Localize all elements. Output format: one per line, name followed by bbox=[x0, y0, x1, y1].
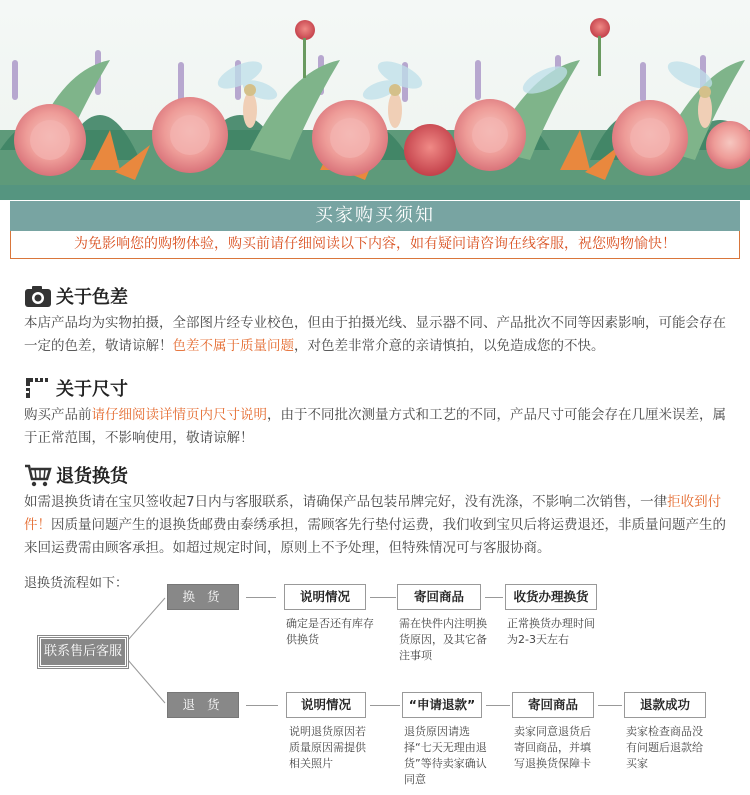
refund-connector-1 bbox=[246, 705, 278, 706]
refund-connector-4 bbox=[598, 705, 622, 706]
refund-step-4-desc: 卖家检查商品没有问题后退款给买家 bbox=[626, 725, 703, 770]
refund-step-3: 寄回商品 bbox=[512, 692, 594, 718]
color-text-a: 本店产品均为实物拍摄，全部图片经专业校色，但由于拍摄光线、显示器不同、产品批次不同等因素影响，可能会存在一定的色差，敬请谅解！ bbox=[24, 315, 726, 354]
refund-step-4: 退款成功 bbox=[624, 692, 706, 718]
contact-service-box: 联系售后客服 bbox=[38, 636, 128, 668]
refund-step-2: “申请退款” bbox=[402, 692, 482, 718]
refund-step-2-desc: 退货原因请选择“七天无理由退货”等待卖家确认同意 bbox=[404, 725, 487, 786]
exchange-label: 换 货 bbox=[167, 584, 239, 610]
refund-step-1-desc: 说明退货原因若质量原因需提供相关照片 bbox=[289, 725, 366, 770]
exchange-connector-3 bbox=[485, 597, 503, 598]
refund-step-1: 说明情况 bbox=[286, 692, 366, 718]
returns-text-a: 如需退换货请在宝贝签收起7日内与客服联系，请确保产品包装吊牌完好，没有洗涤，不影响二次销售，一律 bbox=[24, 494, 668, 510]
size-text-b: ，由于不同批次测量方式和工艺的不同，产品尺寸可能会存在几厘米误差，属于正常范围，不影响使用，敬请谅解！ bbox=[24, 407, 726, 446]
refund-connector-2 bbox=[370, 705, 400, 706]
exchange-step-3-desc: 正常换货办理时间为2-3天左右 bbox=[507, 617, 595, 646]
section-color-title: 关于色差 bbox=[56, 287, 128, 308]
flow-label: 退换货流程如下： bbox=[24, 576, 129, 591]
size-highlight: 请仔细阅读详情页内尺寸说明 bbox=[91, 407, 267, 423]
exchange-connector-1 bbox=[246, 597, 276, 598]
page-title: 买家购买须知 bbox=[10, 201, 740, 231]
exchange-step-1: 说明情况 bbox=[284, 584, 366, 610]
exchange-step-2-desc: 需在快件内注明换货原因，及其它备注事项 bbox=[399, 617, 487, 662]
section-returns-title: 退货换货 bbox=[56, 466, 128, 487]
exchange-step-1-desc: 确定是否还有库存供换货 bbox=[286, 617, 374, 646]
refund-label: 退 货 bbox=[167, 692, 239, 718]
refund-connector-3 bbox=[486, 705, 510, 706]
size-text-a: 购买产品前 bbox=[24, 407, 92, 423]
color-text-b: ，对色差非常介意的亲请慎拍，以免造成您的不快。 bbox=[294, 338, 605, 354]
color-highlight: 色差不属于质量问题 bbox=[172, 338, 294, 354]
returns-highlight: 拒收到付件！ bbox=[24, 494, 722, 533]
refund-step-3-desc: 卖家同意退货后寄回商品，并填写退换货保障卡 bbox=[514, 725, 591, 770]
exchange-step-3: 收货办理换货 bbox=[505, 584, 597, 610]
exchange-connector-2 bbox=[370, 597, 396, 598]
section-size-title: 关于尺寸 bbox=[56, 379, 128, 400]
returns-text-b: 因质量问题产生的退换货邮费由泰绣承担，需顾客先行垫付运费，我们收到宝贝后将运费退还，非质量问题产生的来回运费需由顾客承担。如超过规定时间，原则上不予处理，但特殊情况可与客服协商。 bbox=[24, 517, 726, 556]
purchase-notice: 为免影响您的购物体验，购买前请仔细阅读以下内容，如有疑问请咨询在线客服，祝您购物愉快！ bbox=[10, 231, 740, 259]
exchange-step-2: 寄回商品 bbox=[397, 584, 481, 610]
